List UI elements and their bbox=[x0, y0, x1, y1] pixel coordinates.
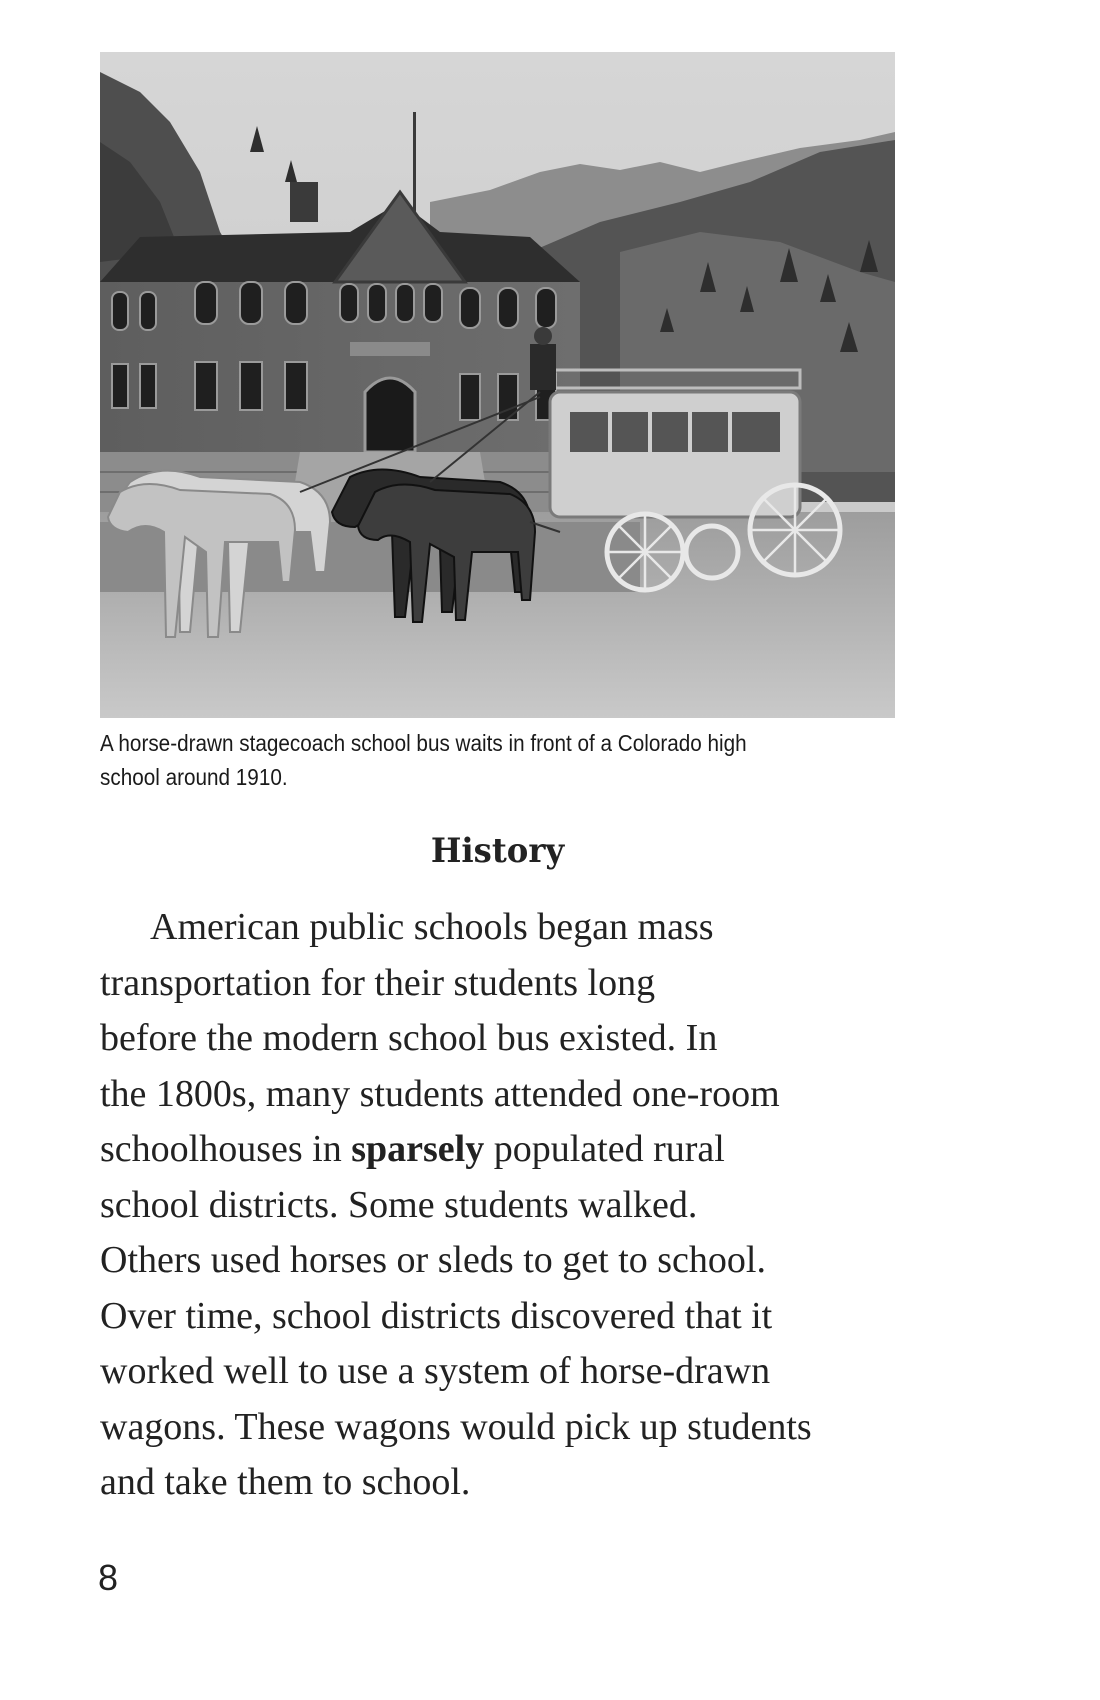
paragraph-line: Over time, school districts discovered that it bbox=[100, 1294, 773, 1337]
vocabulary-word: sparsely bbox=[351, 1128, 485, 1170]
caption-line-1: A horse-drawn stagecoach school bus waits in front of a Colorado high bbox=[100, 730, 747, 756]
page-number: 8 bbox=[98, 1557, 119, 1598]
paragraph-line: before the modern school bus existed. In bbox=[100, 1017, 718, 1059]
paragraph-line: and take them to school. bbox=[100, 1461, 471, 1503]
section-heading: History bbox=[430, 831, 565, 871]
paragraph-line: American public schools began mass bbox=[150, 906, 714, 948]
paragraph-line: Others used horses or sleds to get to school. bbox=[100, 1239, 766, 1281]
paragraph-line bbox=[100, 1122, 1000, 1178]
paragraph-line: transportation for their students long bbox=[100, 961, 656, 1004]
photo-caption bbox=[100, 726, 820, 794]
paragraph-text: populated rural bbox=[484, 1128, 725, 1170]
paragraph-line: school districts. Some students walked. bbox=[100, 1183, 698, 1226]
paragraph-text: schoolhouses in bbox=[100, 1128, 352, 1170]
paragraph-line: worked well to use a system of horse-drawn bbox=[100, 1350, 771, 1392]
paragraph-line: the 1800s, many students attended one-room bbox=[100, 1072, 780, 1115]
body-paragraph bbox=[100, 900, 1000, 1511]
paragraph-line: wagons. These wagons would pick up students bbox=[100, 1405, 812, 1448]
caption-line-2: school around 1910. bbox=[100, 764, 288, 790]
historical-photo bbox=[100, 52, 895, 718]
